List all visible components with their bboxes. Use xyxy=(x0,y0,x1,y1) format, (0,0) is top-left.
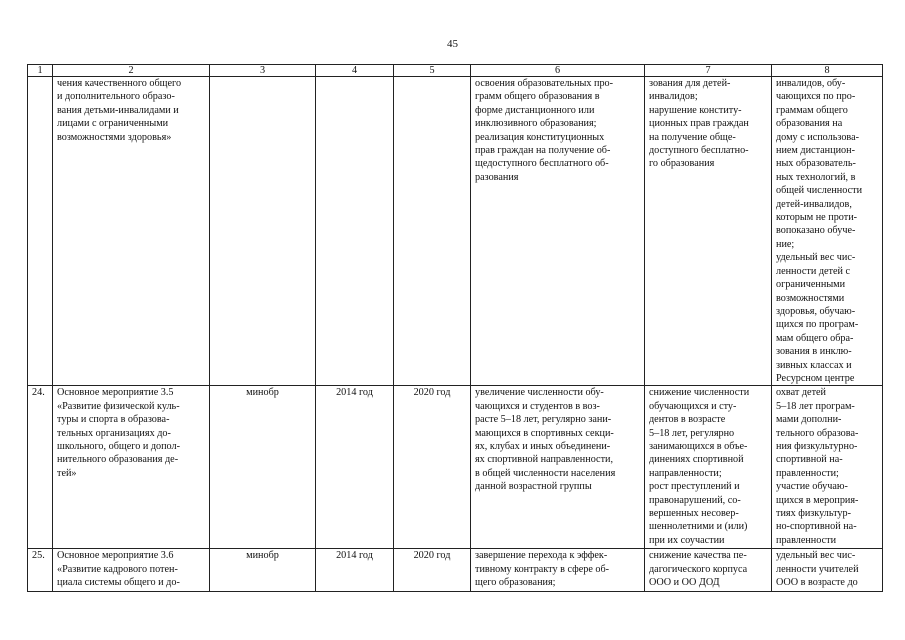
cell-text-line: при их соучастии xyxy=(649,534,725,546)
cell-text-line: ях, клубах и иных объединени- xyxy=(475,440,611,452)
cell-text-line: направленности; xyxy=(649,467,722,479)
cell-text-line: охват детей xyxy=(776,387,826,399)
cell-text-line: реализация конституционных xyxy=(475,131,605,143)
column-header: 5 xyxy=(394,65,471,77)
cell-text-line: обучающихся и сту- xyxy=(649,400,737,412)
cell-text-line: тиях физкультур- xyxy=(776,508,851,519)
cell-text-line: щего образования; xyxy=(475,577,556,589)
cell-text-line: дому с использова- xyxy=(776,131,860,143)
cell-text-line: тельного образова- xyxy=(776,427,859,439)
cell-text-line: мам общего обра- xyxy=(776,332,854,344)
cell-text-line: ние; xyxy=(776,238,795,250)
non-implementation-consequence xyxy=(645,77,772,386)
cell-text-line: на получение обще- xyxy=(649,131,736,143)
cell-text-line: нительного образования де- xyxy=(57,454,179,466)
column-header: 6 xyxy=(471,65,645,77)
cell-text-line: зования в инклю- xyxy=(776,346,852,358)
cell-text-line: Ресурсном центре xyxy=(776,372,855,384)
cell-text-line: доступного бесплатно- xyxy=(649,145,749,157)
column-header: 2 xyxy=(53,65,210,77)
cell-text-line: чения качественного общего xyxy=(57,78,182,89)
cell-text-line: инвалидов; xyxy=(649,91,698,103)
cell-text-line: снижение численности xyxy=(649,387,750,399)
cell-text-line: зования для детей- xyxy=(649,78,731,89)
cell-text-line: тей» xyxy=(57,467,77,479)
cell-text-line: ных образователь- xyxy=(776,158,856,170)
column-header: 8 xyxy=(772,65,883,77)
end-year: 2020 год xyxy=(394,386,471,549)
cell-text-line: щедоступного бесплатного об- xyxy=(475,158,609,170)
cell-text-line: общей численности xyxy=(776,185,863,197)
cell-text-line: чающихся и студентов в воз- xyxy=(475,400,600,412)
cell-text-line: Основное мероприятие 3.5 xyxy=(57,387,174,399)
cell-text-line: завершение перехода к эффек- xyxy=(475,550,608,562)
cell-text-line: ционных прав граждан xyxy=(649,118,749,130)
cell-text-line: ния физкультурно- xyxy=(776,440,858,452)
table-row xyxy=(28,549,883,592)
cell-text-line: мами дополни- xyxy=(776,414,842,426)
cell-text-line: прав граждан на получение об- xyxy=(475,145,611,157)
cell-text-line: дагогического корпуса xyxy=(649,563,748,575)
cell-text-line: ных технологий, в xyxy=(776,171,856,183)
cell-text-line: в общей численности населения xyxy=(475,467,616,479)
page-number: 45 xyxy=(447,38,458,50)
expected-result xyxy=(471,549,645,592)
cell-text-line: инклюзивного образования; xyxy=(475,118,597,130)
start-year: 2014 год xyxy=(316,386,394,549)
cell-text-line: инвалидов, обу- xyxy=(776,78,846,89)
cell-text-line: грамм общего образования в xyxy=(475,91,600,103)
cell-text-line: здоровья, обучаю- xyxy=(776,305,856,317)
cell-text-line: го образования xyxy=(649,158,715,170)
cell-text-line: щихся в мероприя- xyxy=(776,494,859,506)
cell-text-line: ях спортивной направленности, xyxy=(475,454,614,466)
cell-text-line: и дополнительного образо- xyxy=(57,91,175,103)
executor: минобр xyxy=(210,549,316,592)
cell-text-line: правленности; xyxy=(776,467,839,479)
cell-text-line: увеличение численности обу- xyxy=(475,387,604,399)
start-year xyxy=(316,77,394,386)
cell-text-line: 5–18 лет програм- xyxy=(776,400,855,412)
cell-text-line: 5–18 лет, регулярно xyxy=(649,427,735,439)
cell-text-line: лицами с ограниченными xyxy=(57,118,169,130)
non-implementation-consequence xyxy=(645,549,772,592)
cell-text-line: возможностями xyxy=(776,292,845,304)
column-header: 3 xyxy=(210,65,316,77)
related-indicator xyxy=(772,77,883,386)
cell-text-line: щихся по програм- xyxy=(776,319,859,331)
row-number: 25. xyxy=(28,549,53,592)
cell-text-line: спортивной на- xyxy=(776,454,843,466)
cell-text-line: участие обучаю- xyxy=(776,481,848,493)
start-year: 2014 год xyxy=(316,549,394,592)
cell-text-line: снижение качества пе- xyxy=(649,550,747,562)
cell-text-line: мающихся в спортивных секци- xyxy=(475,427,614,439)
cell-text-line: Основное мероприятие 3.6 xyxy=(57,550,174,562)
executor: минобр xyxy=(210,386,316,549)
cell-text-line: удельный вес чис- xyxy=(776,550,856,562)
cell-text-line: тельных организациях до- xyxy=(57,427,171,439)
row-number xyxy=(28,77,53,386)
cell-text-line: зивных классах и xyxy=(776,359,852,371)
cell-text-line: вершенных несовер- xyxy=(649,508,739,519)
end-year: 2020 год xyxy=(394,549,471,592)
column-header: 7 xyxy=(645,65,772,77)
cell-text-line: удельный вес чис- xyxy=(776,252,856,264)
cell-text-line: туры и спорта в образова- xyxy=(57,414,170,426)
cell-text-line: детей-инвалидов, xyxy=(776,198,852,210)
cell-text-line: разования xyxy=(475,171,519,183)
activity-name xyxy=(53,549,210,592)
cell-text-line: граммам общего xyxy=(776,104,848,116)
cell-text-line: динениях спортивной xyxy=(649,454,744,466)
cell-text-line: ООО и ОО ДОД xyxy=(649,577,720,589)
cell-text-line: освоения образовательных про- xyxy=(475,78,614,89)
cell-text-line: форме дистанционного или xyxy=(475,104,595,116)
cell-text-line: дентов в возрасте xyxy=(649,414,726,426)
related-indicator xyxy=(772,549,883,592)
cell-text-line: школьного, общего и допол- xyxy=(57,440,180,452)
cell-text-line: «Развитие физической куль- xyxy=(57,400,180,412)
cell-text-line: циала системы общего и до- xyxy=(57,577,180,589)
cell-text-line: «Развитие кадрового потен- xyxy=(57,563,178,575)
cell-text-line: ООО в возрасте до xyxy=(776,577,858,589)
cell-text-line: расте 5–18 лет, регулярно зани- xyxy=(475,414,612,426)
expected-result xyxy=(471,77,645,386)
cell-text-line: ленности учителей xyxy=(776,563,859,575)
cell-text-line: возможностями здоровья» xyxy=(57,131,172,143)
activity-name xyxy=(53,77,210,386)
cell-text-line: ограниченными xyxy=(776,279,846,291)
cell-text-line: образования на xyxy=(776,118,843,130)
cell-text-line: правонарушений, со- xyxy=(649,494,741,506)
column-header: 1 xyxy=(28,65,53,77)
related-indicator xyxy=(772,386,883,549)
cell-text-line: которым не проти- xyxy=(776,212,858,224)
cell-text-line: нарушение конститу- xyxy=(649,104,742,116)
cell-text-line: занимающихся в объе- xyxy=(649,440,748,452)
cell-text-line: шеннолетними и (или) xyxy=(649,521,748,533)
cell-text-line: вания детьми-инвалидами и xyxy=(57,104,179,116)
cell-text-line: но-спортивной на- xyxy=(776,521,857,533)
non-implementation-consequence xyxy=(645,386,772,549)
cell-text-line: правленности xyxy=(776,534,837,546)
column-number-row xyxy=(28,65,883,77)
row-number: 24. xyxy=(28,386,53,549)
executor xyxy=(210,77,316,386)
expected-result xyxy=(471,386,645,549)
program-activities-table xyxy=(27,64,883,592)
end-year xyxy=(394,77,471,386)
cell-text-line: нием дистанцион- xyxy=(776,145,855,157)
table-row xyxy=(28,386,883,549)
cell-text-line: рост преступлений и xyxy=(649,481,740,493)
cell-text-line: чающихся по про- xyxy=(776,91,856,103)
cell-text-line: тивному контракту в сфере об- xyxy=(475,563,610,575)
cell-text-line: вопоказано обуче- xyxy=(776,225,856,237)
activity-name xyxy=(53,386,210,549)
cell-text-line: данной возрастной группы xyxy=(475,481,592,493)
column-header: 4 xyxy=(316,65,394,77)
cell-text-line: ленности детей с xyxy=(776,265,851,277)
table-row xyxy=(28,77,883,386)
